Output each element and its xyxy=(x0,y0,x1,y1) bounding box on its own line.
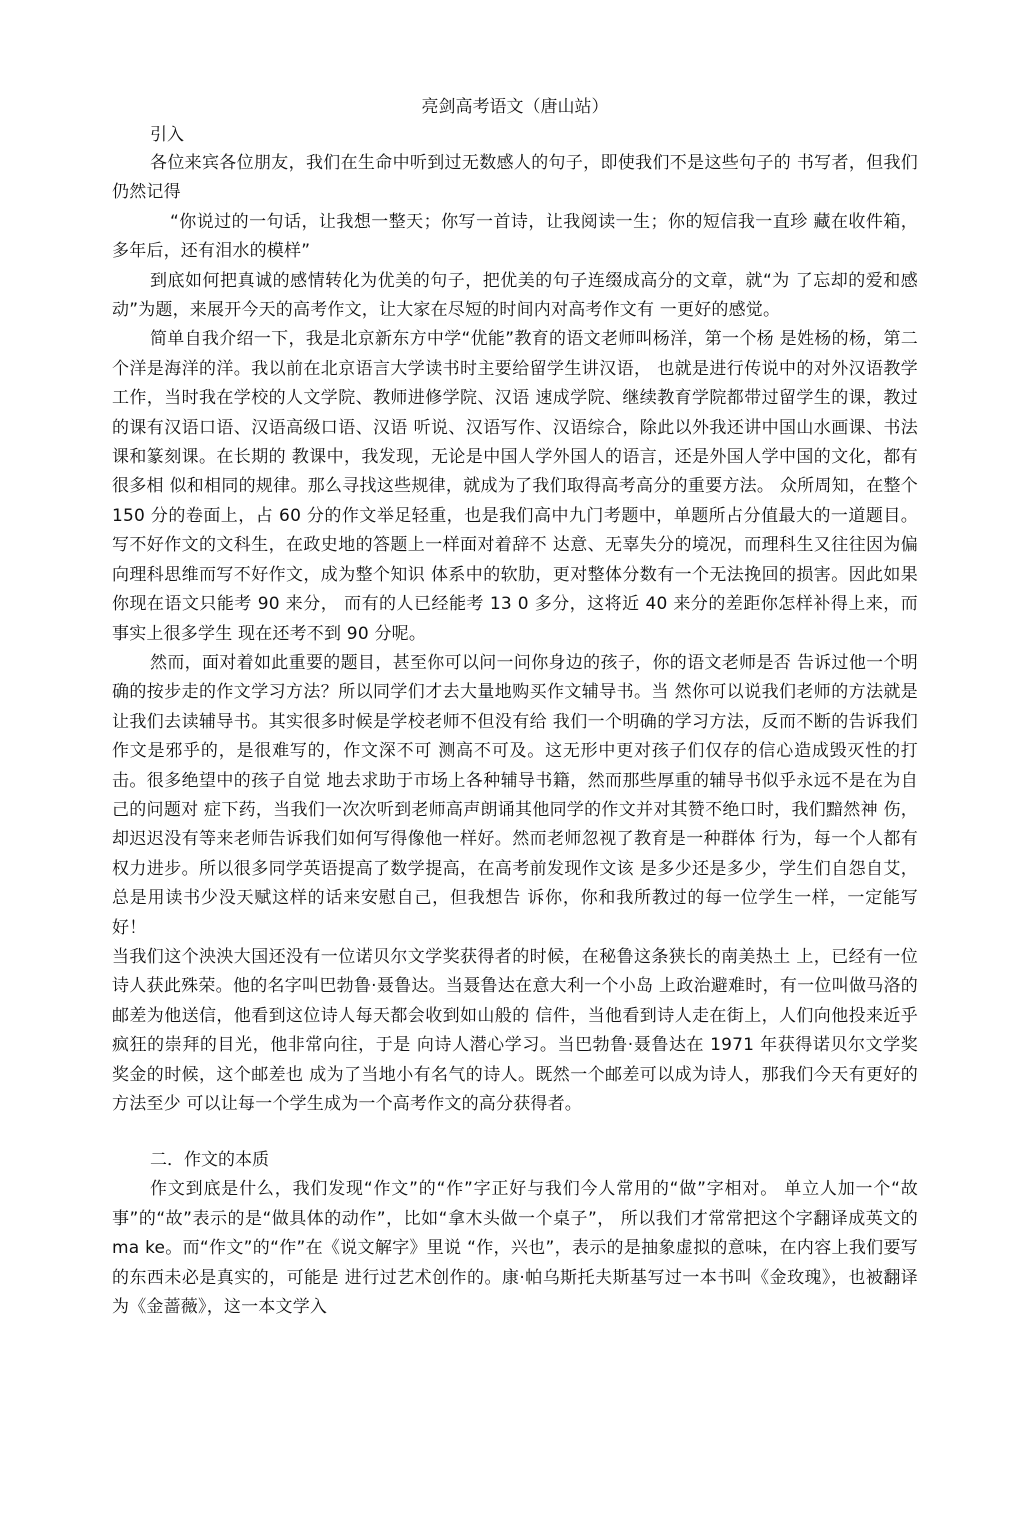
paragraph-neruda: 当我们这个泱泱大国还没有一位诺贝尔文学奖获得者的时候，在秘鲁这条狭长的南美热土 上，已经有一位诗人获此殊荣。他的名字叫巴勃鲁·聂鲁达。当聂鲁达在意大利一个小岛 上政治避难时，有一位叫做马洛的邮差为他送信，他看到这位诗人每天都会收到如山般的 信件，当他看到诗人走在街上，人们向他投来近乎疯狂的崇拜的目光，他非常向往，于是 向诗人潜心学习。当巴勃鲁·聂鲁达在 1971 年获得诺贝尔文学奖奖金的时候，这个邮差也 成为了当地小有名气的诗人。既然一个邮差可以成为诗人，那我们今天有更好的方法至少 可以让每一个学生成为一个高考作文的高分获得者。 xyxy=(112,946,918,1114)
section-heading-essence: 二．作文的本质 xyxy=(150,1150,269,1171)
document-body xyxy=(112,94,918,1322)
paragraph-self-intro: 简单自我介绍一下，我是北京新东方中学“优能”教育的语文老师叫杨洋，第一个杨 是姓杨的杨，第二个洋是海洋的洋。我以前在北京语言大学读书时主要给留学生讲汉语， 也就是进行传说中的对外汉语教学工作，当时我在学校的人文学院、教师进修学院、汉语 速成学院、继续教育学院都带过留学生的课，教过的课有汉语口语、汉语高级口语、汉语 听说、汉语写作、汉语综合，除此以外我还讲中国山水画课、书法课和篆刻课。在长期的 教课中，我发现，无论是中国人学外国人的语言，还是外国人学中国的文化，都有很多相 似和相同的规律。那么寻找这些规律，就成为了我们取得高考高分的重要方法。 众所周知，在整个 150 分的卷面上，占 60 分的作文举足轻重，也是我们高中九门考题中，单题所占分值最大的一道题目。写不好作文的文科生，在政史地的答题上一样面对着辞不 达意、无辜失分的境况，而理科生又往往因为偏向理科思维而写不好作文，成为整个知识 体系中的软肋，更对整体分数有一个无法挽回的损害。因此如果你现在语文只能考 90 来分， 而有的人已经能考 13 0 多分，这将近 40 来分的差距你怎样补得上来，而事实上很多学生 现在还考不到 90 分呢。 xyxy=(112,329,918,644)
document-title: 亮剑高考语文（唐山站） xyxy=(421,97,609,117)
paragraph-theme: 到底如何把真诚的感情转化为优美的句子，把优美的句子连缀成高分的文章，就“为 了忘却的爱和感动”为题，来展开今天的高考作文，让大家在尽短的时间内对高考作文有 一更好的感觉。 xyxy=(112,270,918,321)
paragraph-essence: 作文到底是什么，我们发现“作文”的“作”字正好与我们今人常用的“做”字相对。 单立人加一个“故事”的“故”表示的是“做具体的动作”，比如“拿木头做一个桌子”， 所以我们才常常把这个字翻译成英文的 ma ke。而“作文”的“作”在《说文解字》里说 “作，兴也”，表示的是抽象虚拟的意味，在内容上我们要写的东西未必是真实的，可能是 进行过艺术创作的。康·帕乌斯托夫斯基写过一本书叫《金玫瑰》，也被翻译为《金蔷薇》，这一本文学入 xyxy=(112,1179,918,1318)
paragraph-opening: 各位来宾各位朋友，我们在生命中听到过无数感人的句子，即使我们不是这些句子的 书写者，但我们仍然记得 xyxy=(112,153,918,203)
paragraph-quote: “你说过的一句话，让我想一整天；你写一首诗，让我阅读一生；你的短信我一直珍 藏在收件箱，多年后，还有泪水的模样” xyxy=(112,211,918,262)
section-spacer xyxy=(112,1119,918,1145)
paragraph-problem: 然而，面对着如此重要的题目，甚至你可以问一问你身边的孩子，你的语文老师是否 告诉过他一个明确的按步走的作文学习方法？所以同学们才去大量地购买作文辅导书。当 然你可以说我们老师的方法就是让我们去读辅导书。其实很多时候是学校老师不但没有给 我们一个明确的学习方法，反而不断的告诉我们作文是邪乎的，是很难写的，作文深不可 测高不可及。这无形中更对孩子们仅存的信心造成毁灭性的打击。很多绝望中的孩子自觉 地去求助于市场上各种辅导书籍，然而那些厚重的辅导书似乎永远不是在为自己的问题对 症下药，当我们一次次听到老师高声朗诵其他同学的作文并对其赞不绝口时，我们黯然神 伤，却迟迟没有等来老师告诉我们如何写得像他一样好。然而老师忽视了教育是一种群体 行为，每一个人都有权力进步。所以很多同学英语提高了数学提高，在高考前发现作文该 是多少还是多少，学生们自怨自艾，总是用读书少没天赋这样的话来安慰自己，但我想告 诉你，你和我所教过的每一位学生一样，一定能写好！ xyxy=(112,652,918,938)
intro-label: 引入 xyxy=(150,125,184,145)
